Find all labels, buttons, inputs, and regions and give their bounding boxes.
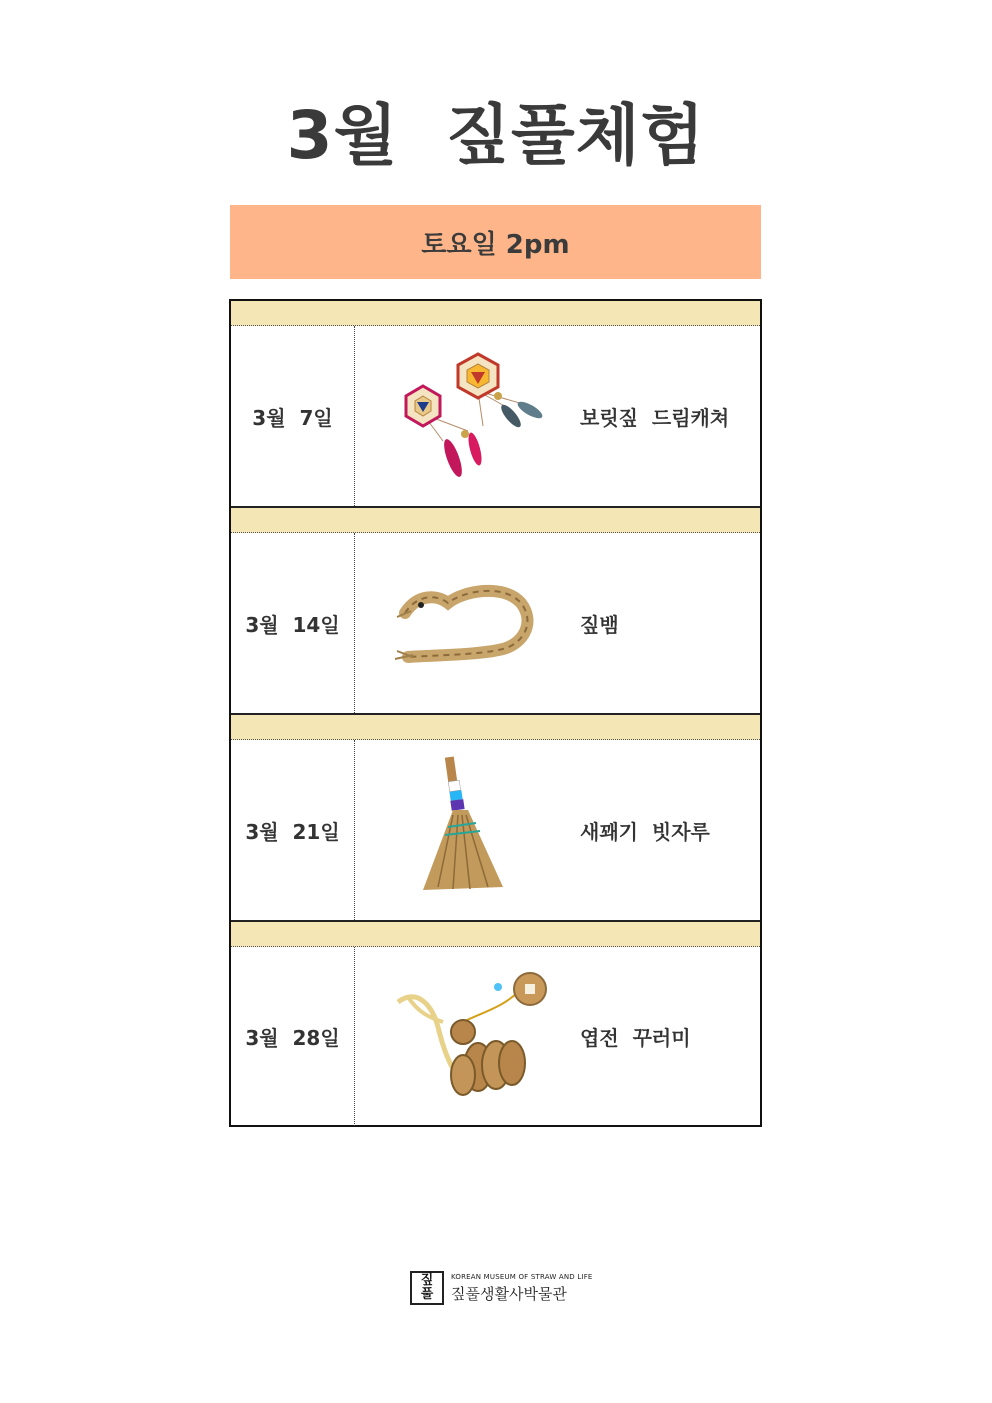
logo-mark <box>410 1271 444 1305</box>
row-spacer <box>231 921 760 947</box>
date-cell: 3월 7일 <box>231 326 355 506</box>
schedule-banner <box>230 205 761 279</box>
item-name: 짚뱀 <box>580 612 619 637</box>
date-cell: 3월 21일 <box>231 740 355 920</box>
schedule-row <box>231 326 760 507</box>
row-spacer <box>231 507 760 533</box>
logo-mark-top: 짚 <box>420 1273 434 1288</box>
row-spacer <box>231 301 760 326</box>
coin-bundle-image <box>355 947 580 1126</box>
straw-snake-image <box>355 533 580 713</box>
item-name: 엽전 꾸러미 <box>580 1026 691 1050</box>
date-cell: 3월 28일 <box>231 947 355 1126</box>
museum-logo <box>410 1271 593 1305</box>
banner-label: 토요일 2pm <box>421 229 570 260</box>
schedule-table <box>229 299 762 1127</box>
logo-mark-bottom: 풀 <box>420 1287 434 1302</box>
museum-name-en: KOREAN MUSEUM OF STRAW AND LIFE <box>451 1272 593 1281</box>
item-name: 보릿짚 드림캐쳐 <box>580 405 730 430</box>
schedule-row <box>231 533 760 714</box>
date-cell: 3월 14일 <box>231 533 355 713</box>
reed-broom-image <box>355 740 580 920</box>
logo-text <box>451 1273 593 1304</box>
item-name: 새꽤기 빗자루 <box>580 819 710 844</box>
schedule-row <box>231 947 760 1126</box>
museum-name-ko: 짚풀생활사박물관 <box>451 1284 567 1303</box>
row-spacer <box>231 714 760 740</box>
dreamcatcher-image <box>355 326 580 506</box>
schedule-row <box>231 740 760 921</box>
page-title: 3월 짚풀체험 <box>286 97 706 174</box>
